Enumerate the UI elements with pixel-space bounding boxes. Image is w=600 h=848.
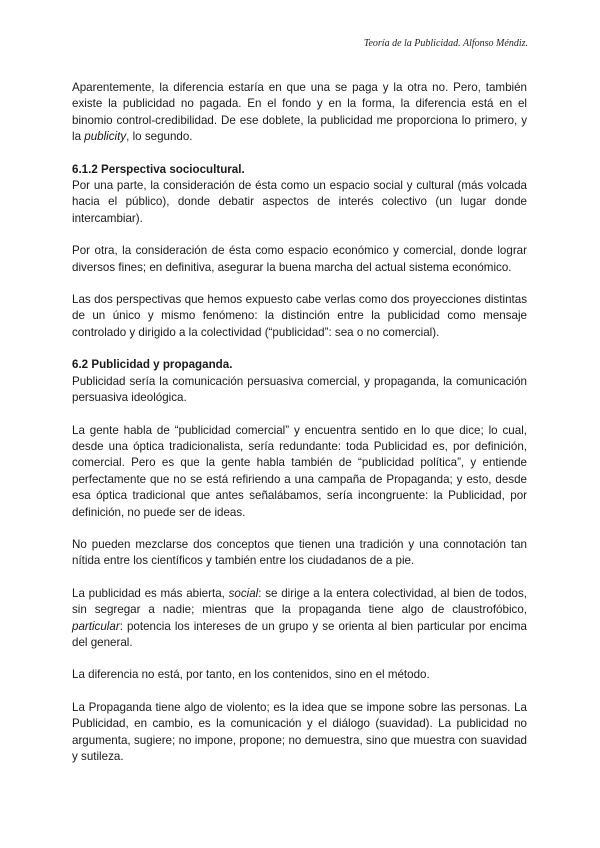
paragraph-sociocultural-2: Por otra, la consideración de ésta como espacio económico y comercial, donde lograr diversos fines; en definitiva, asegurar la buena marcha del actual sistema económico. <box>72 244 527 274</box>
emphasis-publicity: publicity <box>84 130 127 144</box>
paragraph-sociocultural-3: Las dos perspectivas que hemos expuesto cabe verlas como dos proyecciones distintas de un único y mismo fenómeno: la distinción entre la publicidad como mensaje controlado y dirigido a la colectividad (“publicidad”: sea o no comercial). <box>72 293 527 339</box>
section-heading-6-1-2: 6.1.2 Perspectiva sociocultural. <box>72 162 245 176</box>
emphasis-particular: particular <box>72 619 120 633</box>
paragraph-propaganda-2: La gente habla de “publicidad comercial” y encuentra sentido en lo que dice; lo cual, desde una óptica tradicionalista, sería redundante: toda Publicidad es, por definición, comercial. Pero es que la gente habla también de “publicidad política”, y entiende perfectamente que no se está refiriendo a una campaña de Propaganda; y esto, desde esa óptica tradicional que antes señalábamos, sería incongruente: la Publicidad, por definición, no puede ser de ideas. <box>72 423 527 519</box>
paragraph-propaganda-4 <box>72 586 527 652</box>
paragraph-text: La publicidad es más abierta, <box>72 586 229 600</box>
paragraph-text: : potencia los intereses de un grupo y se orienta al bien particular por encima del general. <box>72 619 527 649</box>
paragraph-text: , lo segundo. <box>126 130 193 144</box>
paragraph-sociocultural-1: Por una parte, la consideración de ésta como un espacio social y cultural (más volcada hacia el público), donde debatir aspectos de interés colectivo (un lugar donde intercambiar). <box>72 179 527 225</box>
paragraph-propaganda-3: No pueden mezclarse dos conceptos que tienen una tradición y una connotación tan nítida entre los científicos y también entre los ciudadanos de a pie. <box>72 537 527 568</box>
running-header: Teoría de la Publicidad. Alfonso Méndiz. <box>363 38 528 49</box>
paragraph-control-credibilidad <box>72 80 527 146</box>
document-body <box>72 80 527 765</box>
paragraph-text: : se dirige a la entera colectividad, al bien de todos, sin segregar a nadie; mientras que la propaganda tiene algo de claustrofóbico, <box>72 586 528 617</box>
paragraph-text: Aparentemente, la diferencia estaría en que una se paga y la otra no. Pero, también existe la publicidad no pagada. En el fondo y en la forma, la diferencia está en el binomio control-credibilidad. De ese doblete, la publicidad me proporciona lo primero, y la <box>72 81 527 144</box>
paragraph-propaganda-6: La Propaganda tiene algo de violento; es la idea que se impone sobre las personas. La Publicidad, en cambio, es la comunicación y el diálogo (suavidad). La publicidad no argumenta, sugiere; no impone, propone; no demuestra, sino que muestra con suavidad y sutileza. <box>72 700 527 763</box>
emphasis-social: social <box>228 586 259 600</box>
paragraph-propaganda-1: Publicidad sería la comunicación persuasiva comercial, y propaganda, la comunicación persuasiva ideológica. <box>72 374 527 405</box>
paragraph-propaganda-5: La diferencia no está, por tanto, en los contenidos, sino en el método. <box>72 668 430 682</box>
section-heading-6-2: 6.2 Publicidad y propaganda. <box>72 358 233 372</box>
